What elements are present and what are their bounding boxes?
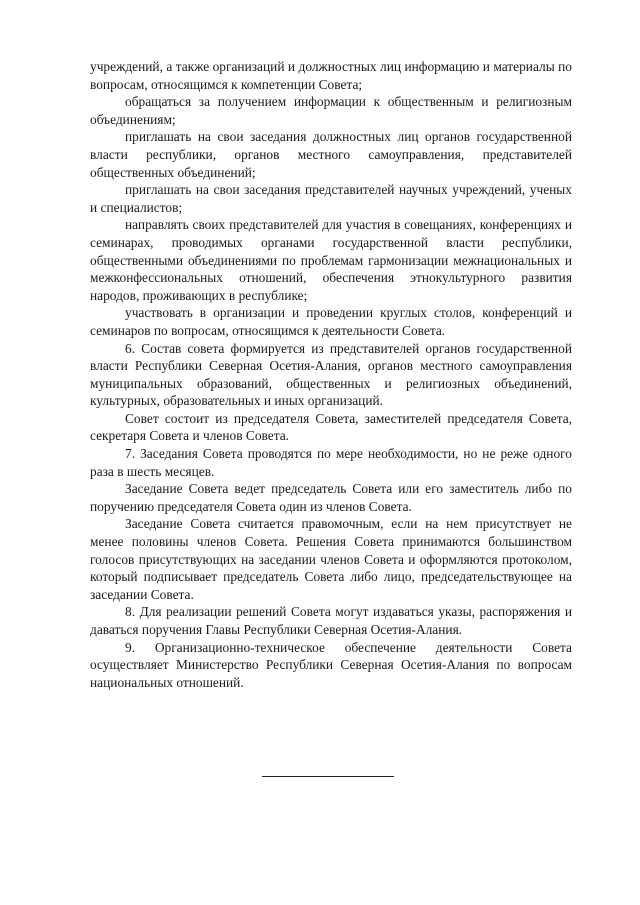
paragraph-13: 9. Организационно-техническое обеспечение деятельности Совета осуществляет Министерство Республики Северная Осетия-Алания по вопросам национальных отношений. xyxy=(90,639,572,690)
paragraph-2: обращаться за получением информации к общественным и религиозным объединениям; xyxy=(90,94,572,127)
paragraph-7: 6. Состав совета формируется из представителей органов государственной власти Республики Северная Осетия-Алания, органов местного самоуправления муниципальных образований, общественных и религиозных объединений, культурных, образовательных и иных организаций. xyxy=(90,340,572,409)
paragraph-1: учреждений, а также организаций и должностных лиц информацию и материалы по вопросам, относящимся к компетенции Совета; xyxy=(90,59,572,92)
paragraph-9: 7. Заседания Совета проводятся по мере необходимости, но не реже одного раза в шесть месяцев. xyxy=(90,446,572,479)
paragraph-10: Заседание Совета ведет председатель Совета или его заместитель либо по поручению председателя Совета один из членов Совета. xyxy=(90,481,572,514)
paragraph-3: приглашать на свои заседания должностных лиц органов государственной власти республики, органов местного самоуправления, представителей общественных объединений; xyxy=(90,129,572,180)
paragraph-12: 8. Для реализации решений Совета могут издаваться указы, распоряжения и даваться поручения Главы Республики Северная Осетия-Алания. xyxy=(90,604,572,637)
document-body xyxy=(90,58,572,691)
paragraph-5: направлять своих представителей для участия в совещаниях, конференциях и семинарах, проводимых органами государственной власти республики, общественными объединениями по проблемам гармонизации межнациональных и межконфессиональных отношений, обеспечения этнокультурного развития народов, проживающих в республике; xyxy=(90,217,572,303)
paragraph-11: Заседание Совета считается правомочным, если на нем присутствует не менее половины членов Совета. Решения Совета принимаются большинством голосов присутствующих на заседании членов Совета и оформляются протоколом, который подписывает председатель Совета либо лицо, председательствующее на заседании Совета. xyxy=(90,516,572,602)
end-of-document-rule xyxy=(262,776,394,777)
paragraph-8: Совет состоит из председателя Совета, заместителей председателя Совета, секретаря Совета и членов Совета. xyxy=(90,410,572,444)
paragraph-6: участвовать в организации и проведении круглых столов, конференций и семинаров по вопросам, относящимся к деятельности Совета. xyxy=(90,305,572,338)
paragraph-4: приглашать на свои заседания представителей научных учреждений, ученых и специалистов; xyxy=(90,182,572,215)
